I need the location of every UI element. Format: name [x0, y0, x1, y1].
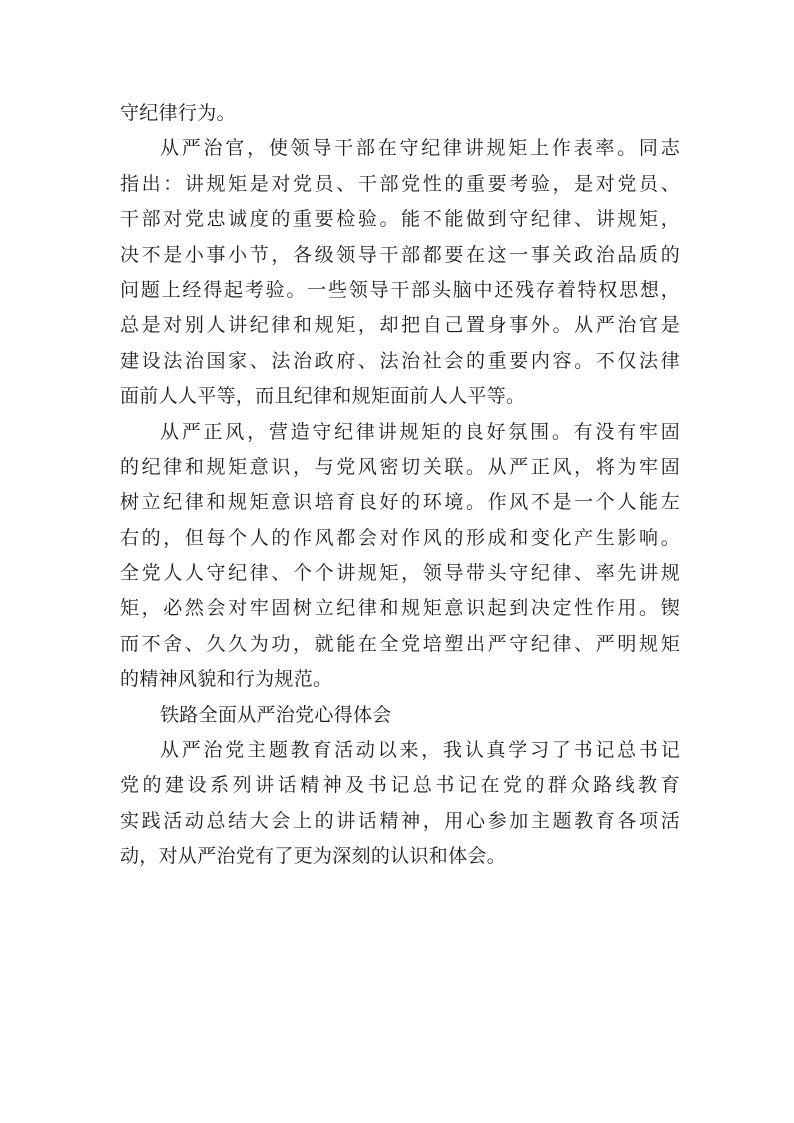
- text-line: 的纪律和规矩意识，与党风密切关联。从严正风，将为牢固: [120, 455, 680, 478]
- text-line: 全党人人守纪律、个个讲规矩，领导带头守纪律、率先讲规: [120, 562, 680, 585]
- text-line: 动，对从严治党有了更为深刻的认识和体会。: [120, 845, 507, 868]
- text-line: 问题上经得起考验。一些领导干部头脑中还残存着特权思想，: [120, 278, 680, 301]
- text-line: 面前人人平等，而且纪律和规矩面前人人平等。: [120, 385, 526, 408]
- paragraph-strict-governance-of-officials: [120, 131, 680, 414]
- section-heading: [120, 698, 680, 733]
- text-line: 矩，必然会对牢固树立纪律和规矩意识起到决定性作用。锲: [120, 597, 680, 620]
- text-line: 而不舍、久久为功，就能在全党培塑出严守纪律、严明规矩: [120, 632, 680, 655]
- paragraph-continuation: [120, 96, 680, 131]
- text-line: 指出：讲规矩是对党员、干部党性的重要考验，是对党员、: [120, 172, 680, 195]
- paragraph-strict-work-style: [120, 415, 680, 698]
- document-body: [120, 96, 680, 875]
- text-line: 建设法治国家、法治政府、法治社会的重要内容。不仅法律: [120, 349, 680, 372]
- text-line: 实践活动总结大会上的讲话精神，用心参加主题教育各项活: [120, 809, 680, 832]
- text-line: 总是对别人讲纪律和规矩，却把自己置身事外。从严治官是: [120, 314, 680, 337]
- text-line: 干部对党忠诚度的重要检验。能不能做到守纪律、讲规矩，: [120, 208, 680, 231]
- text-line: 从严治官，使领导干部在守纪律讲规矩上作表率。同志: [160, 137, 680, 160]
- text-line: 守纪律行为。: [120, 102, 236, 124]
- text-line: 从严正风，营造守纪律讲规矩的良好氛围。有没有牢固: [160, 420, 680, 443]
- text-line: 的精神风貌和行为规范。: [120, 668, 333, 691]
- heading-text: 铁路全面从严治党心得体会: [160, 703, 392, 726]
- text-line: 右的，但每个人的作风都会对作风的形成和变化产生影响。: [120, 526, 680, 549]
- text-line: 党的建设系列讲话精神及书记总书记在党的群众路线教育: [120, 774, 680, 797]
- text-line: 决不是小事小节，各级领导干部都要在这一事关政治品质的: [120, 243, 680, 266]
- paragraph-study-reflection: [120, 733, 680, 875]
- text-line: 从严治党主题教育活动以来，我认真学习了书记总书记: [160, 739, 680, 762]
- text-line: 树立纪律和规矩意识培育良好的环境。作风不是一个人能左: [120, 491, 680, 514]
